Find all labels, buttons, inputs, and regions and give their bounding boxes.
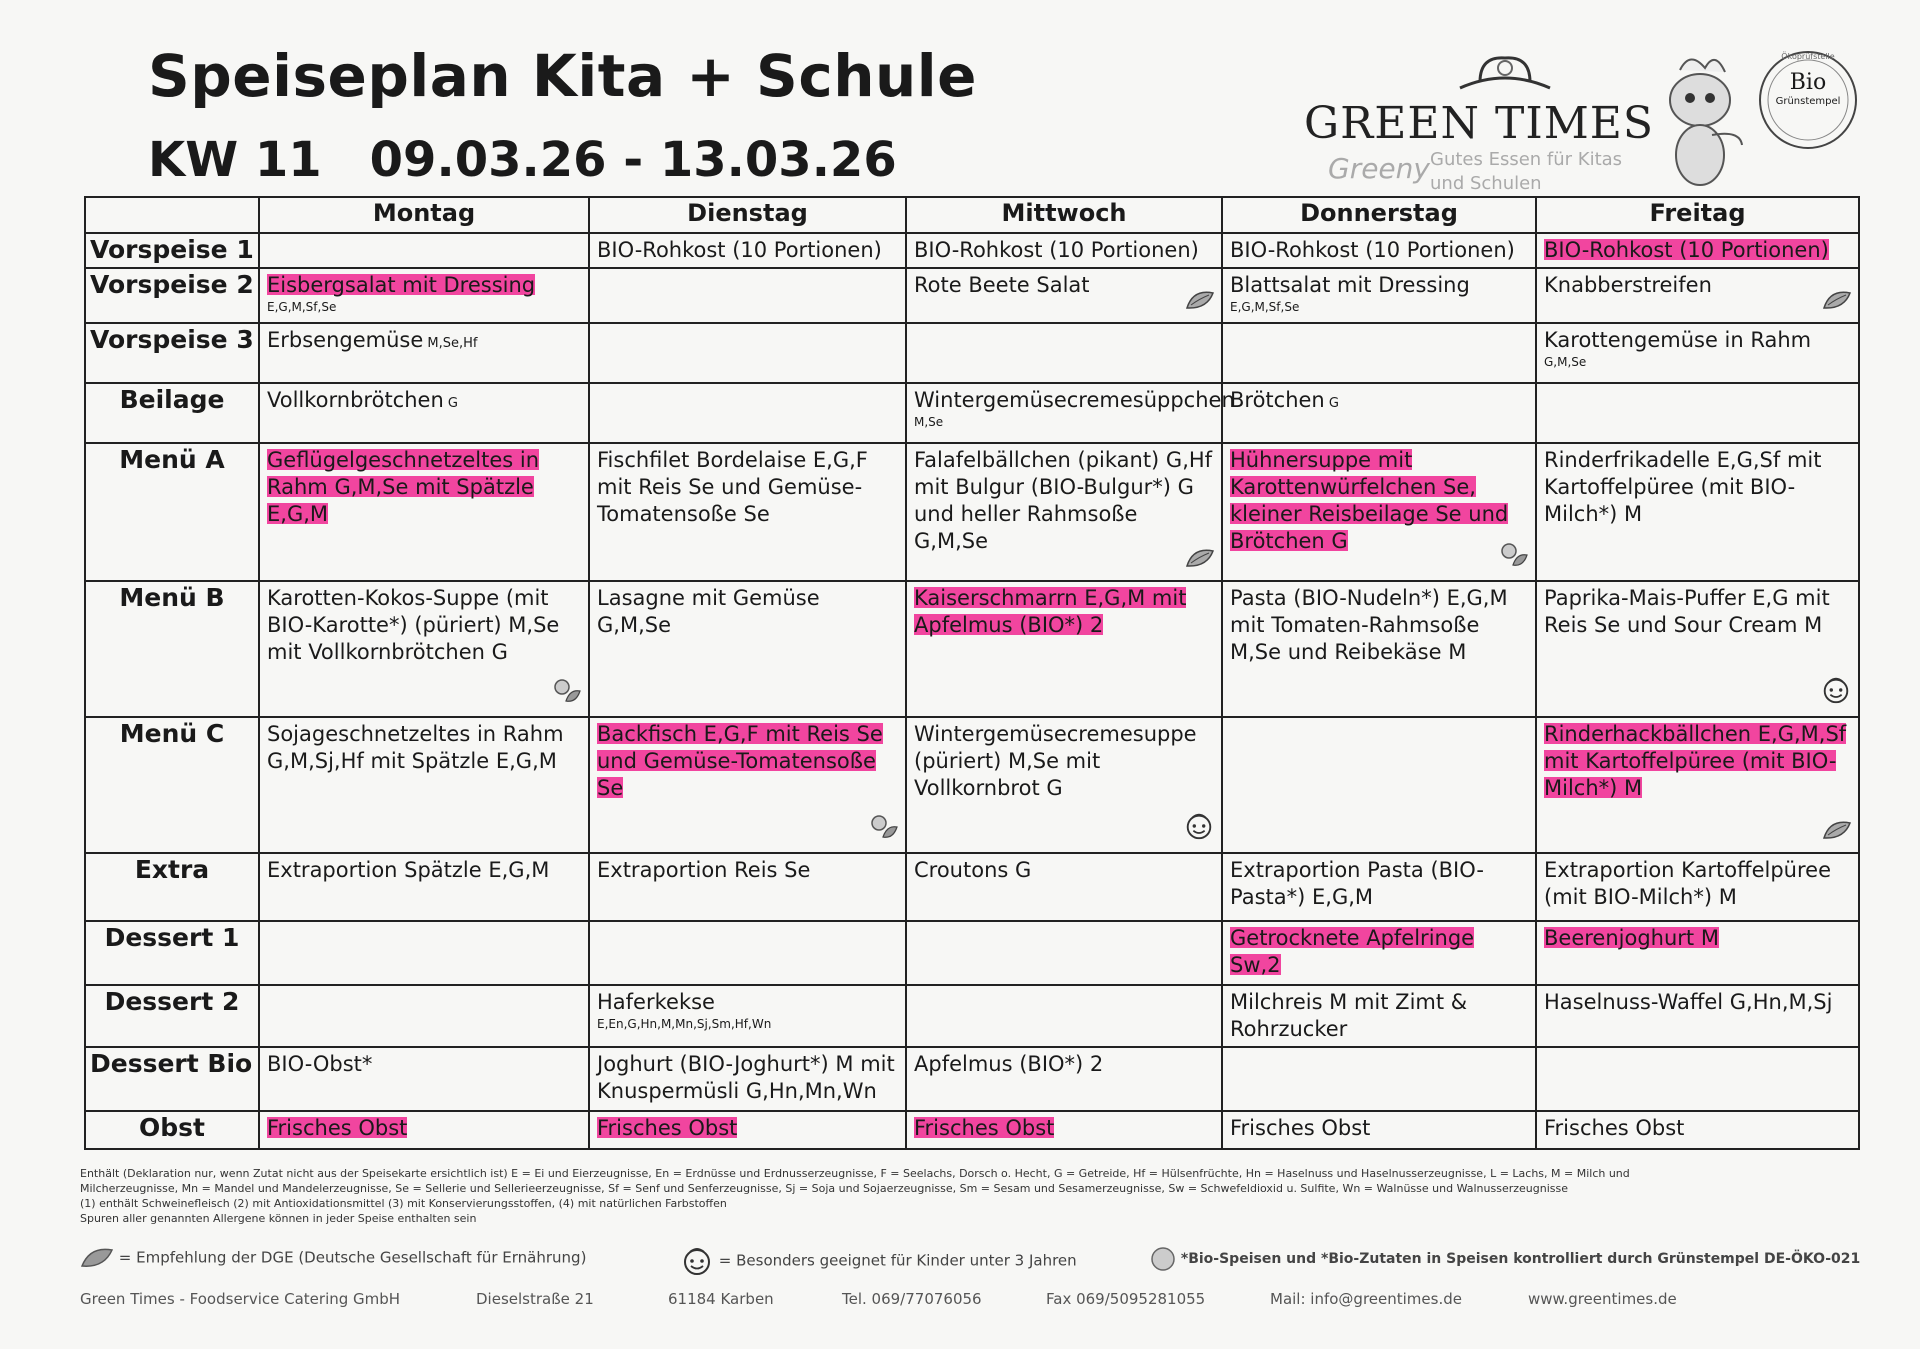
day-header: Mittwoch bbox=[906, 197, 1222, 233]
traces-note: Spuren aller genannten Allergene können in jeder Speise enthalten sein bbox=[80, 1212, 477, 1225]
row-label: Vorspeise 3 bbox=[85, 323, 259, 383]
page-title: Speiseplan Kita + Schule bbox=[148, 42, 978, 110]
menu-cell bbox=[589, 1111, 906, 1149]
menu-row bbox=[85, 853, 1859, 921]
allergen-codes: M,Se,Hf bbox=[427, 336, 478, 351]
menu-cell bbox=[1222, 443, 1536, 581]
menu-cell bbox=[906, 717, 1222, 853]
green-times-logo bbox=[1300, 40, 1860, 200]
menu-cell bbox=[259, 383, 589, 443]
menu-cell bbox=[589, 581, 906, 717]
menu-row bbox=[85, 581, 1859, 717]
dish-text: Paprika-Mais-Puffer E,G mit Reis Se und Sour Cream M bbox=[1544, 586, 1830, 637]
dish-text: Wintergemüsecremesüppchen bbox=[914, 388, 1235, 412]
dge-leaf-icon bbox=[1822, 819, 1852, 848]
menu-cell bbox=[906, 233, 1222, 268]
dish-text: BIO-Rohkost (10 Portionen) bbox=[597, 238, 882, 262]
dish-text: Frisches Obst bbox=[1230, 1116, 1371, 1140]
dish-text: Fischfilet Bordelaise E,G,F mit Reis Se und Gemüse-Tomatensoße Se bbox=[597, 448, 868, 526]
menu-cell bbox=[1222, 581, 1536, 717]
menu-cell bbox=[589, 717, 906, 853]
menu-cell bbox=[259, 581, 589, 717]
menu-cell bbox=[259, 853, 589, 921]
additives-legend: (1) enthält Schweinefleisch (2) mit Antioxidationsmittel (3) mit Konservierungsstoffen, (4) mit natürlichen Farbstoffen bbox=[80, 1197, 727, 1210]
toddler-face-icon bbox=[1820, 675, 1852, 712]
dish-text: Rote Beete Salat bbox=[914, 273, 1090, 297]
dish-text: Kaiserschmarrn E,G,M mit Apfelmus (BIO*) 2 bbox=[914, 586, 1187, 637]
dish-text: Frisches Obst bbox=[267, 1116, 408, 1140]
menu-cell bbox=[1222, 383, 1536, 443]
dish-text: Vollkornbrötchen bbox=[267, 388, 444, 412]
dish-text: Geflügelgeschnetzeltes in Rahm G,M,Se mit Spätzle E,G,M bbox=[267, 448, 540, 526]
toddler-face-icon bbox=[680, 1246, 714, 1276]
menu-cell bbox=[259, 717, 589, 853]
allergen-codes: G bbox=[1328, 396, 1339, 411]
dish-text: Blattsalat mit Dressing bbox=[1230, 273, 1470, 297]
allergen-legend-1: Enthält (Deklaration nur, wenn Zutat nicht aus der Speisekarte ersichtlich ist) E = Ei und Eierzeugnisse, En = Erdnüsse und Erdnusserzeugnisse, F = Seelachs, Dorsch o. Hecht, G = Getreide, Hf = Hülsenfrüchte, Hn = Haselnuss und Haselnusserzeugnisse, L = Lachs, M = Milch und bbox=[80, 1167, 1630, 1180]
dish-text: Hühnersuppe mit Karottenwürfelchen Se, kleiner Reisbeilage Se und Brötchen G bbox=[1230, 448, 1509, 553]
dish-text: BIO-Rohkost (10 Portionen) bbox=[914, 238, 1199, 262]
company-tel: Tel. 069/77076056 bbox=[842, 1290, 982, 1308]
dish-text: Frisches Obst bbox=[1544, 1116, 1685, 1140]
toddler-face-icon bbox=[1183, 811, 1215, 848]
row-label: Vorspeise 2 bbox=[85, 268, 259, 323]
menu-cell bbox=[589, 383, 906, 443]
allergen-codes: E,En,G,Hn,M,Mn,Sj,Sm,Hf,Wn bbox=[597, 1017, 772, 1031]
row-label: Beilage bbox=[85, 383, 259, 443]
menu-cell bbox=[259, 1047, 589, 1111]
menu-cell bbox=[1536, 443, 1859, 581]
menu-cell bbox=[906, 443, 1222, 581]
legend-bio-text: *Bio-Speisen und *Bio-Zutaten in Speisen kontrolliert durch Grünstempel DE-ÖKO-021 bbox=[1180, 1251, 1861, 1267]
bio-seal-ring: Ökoprüfstelle bbox=[1781, 52, 1835, 61]
bio-seal-icon bbox=[869, 813, 899, 848]
menu-cell bbox=[906, 921, 1222, 985]
chef-hat-icon bbox=[1450, 48, 1560, 98]
allergen-codes: G bbox=[447, 396, 458, 411]
allergen-codes: G,M,Se bbox=[1544, 355, 1587, 369]
menu-cell bbox=[906, 853, 1222, 921]
dish-text: BIO-Rohkost (10 Portionen) bbox=[1230, 238, 1515, 262]
menu-row bbox=[85, 233, 1859, 268]
menu-cell bbox=[1536, 581, 1859, 717]
menu-cell bbox=[1222, 853, 1536, 921]
menu-cell bbox=[1222, 323, 1536, 383]
dish-text: Extraportion Pasta (BIO-Pasta*) E,G,M bbox=[1230, 858, 1484, 909]
dge-leaf-icon bbox=[80, 1246, 114, 1270]
menu-cell bbox=[589, 323, 906, 383]
dge-leaf-icon bbox=[1822, 289, 1852, 318]
menu-cell bbox=[259, 268, 589, 323]
bio-seal bbox=[1756, 48, 1860, 152]
dge-leaf-icon bbox=[1185, 289, 1215, 318]
row-label: Dessert 2 bbox=[85, 985, 259, 1047]
allergen-codes: E,G,M,Sf,Se bbox=[1230, 300, 1300, 314]
bio-seal-icon bbox=[552, 677, 582, 712]
day-header: Freitag bbox=[1536, 197, 1859, 233]
dish-text: Rinderfrikadelle E,G,Sf mit Kartoffelpüree (mit BIO-Milch*) M bbox=[1544, 448, 1822, 526]
menu-row bbox=[85, 443, 1859, 581]
menu-cell bbox=[1536, 268, 1859, 323]
greeny-text: Greeny bbox=[1328, 152, 1430, 185]
dish-text: BIO-Rohkost (10 Portionen) bbox=[1544, 238, 1829, 262]
dish-text: Extraportion Reis Se bbox=[597, 858, 811, 882]
menu-cell bbox=[1222, 268, 1536, 323]
legend-toddler bbox=[680, 1246, 1077, 1276]
dish-text: Karottengemüse in Rahm bbox=[1544, 328, 1812, 352]
menu-row bbox=[85, 268, 1859, 323]
menu-row bbox=[85, 985, 1859, 1047]
menu-cell bbox=[906, 323, 1222, 383]
menu-cell bbox=[906, 581, 1222, 717]
dish-text: Pasta (BIO-Nudeln*) E,G,M mit Tomaten-Rahmsoße M,Se und Reibekäse M bbox=[1230, 586, 1508, 664]
menu-cell bbox=[1222, 985, 1536, 1047]
day-header: Donnerstag bbox=[1222, 197, 1536, 233]
menu-cell bbox=[1536, 853, 1859, 921]
menu-cell bbox=[906, 1047, 1222, 1111]
allergen-legend-2: Milcherzeugnisse, Mn = Mandel und Mandelerzeugnisse, Se = Sellerie und Sellerieerzeugnisse, Sf = Senf und Senferzeugnisse, Sj = Soja und Sojaerzeugnisse, Sm = Sesam und Sesamerzeugnisse, Sw = Schwefeldioxid u. Sulfite, Wn = Walnüsse und Walnusserzeugnisse bbox=[80, 1182, 1568, 1195]
menu-row bbox=[85, 1047, 1859, 1111]
legend-dge bbox=[80, 1246, 586, 1270]
menu-cell bbox=[1222, 717, 1536, 853]
legend-bio bbox=[1150, 1246, 1860, 1272]
menu-cell bbox=[259, 1111, 589, 1149]
dish-text: Milchreis M mit Zimt & Rohrzucker bbox=[1230, 990, 1468, 1041]
row-label: Extra bbox=[85, 853, 259, 921]
row-label: Obst bbox=[85, 1111, 259, 1149]
menu-row bbox=[85, 323, 1859, 383]
menu-table bbox=[84, 196, 1860, 1150]
dish-text: Beerenjoghurt M bbox=[1544, 926, 1719, 950]
bio-seal-text: Grünstempel bbox=[1775, 96, 1841, 107]
menu-cell bbox=[906, 268, 1222, 323]
day-header: Montag bbox=[259, 197, 589, 233]
menu-cell bbox=[259, 443, 589, 581]
dish-text: Falafelbällchen (pikant) G,Hf mit Bulgur (BIO-Bulgur*) G und heller Rahmsoße G,M,Se bbox=[914, 448, 1213, 553]
menu-cell bbox=[589, 853, 906, 921]
allergen-codes: E,G,M,Sf,Se bbox=[267, 300, 337, 314]
dish-text: Extraportion Spätzle E,G,M bbox=[267, 858, 550, 882]
menu-cell bbox=[1222, 1047, 1536, 1111]
corner-cell bbox=[85, 197, 259, 233]
bio-seal-top: Bio bbox=[1789, 70, 1827, 95]
menu-cell bbox=[1536, 921, 1859, 985]
dish-text: Wintergemüsecremesuppe (püriert) M,Se mit Vollkornbrot G bbox=[914, 722, 1197, 800]
row-label: Menü C bbox=[85, 717, 259, 853]
dish-text: Rinderhackbällchen E,G,M,Sf mit Kartoffelpüree (mit BIO-Milch*) M bbox=[1544, 722, 1847, 800]
row-label: Vorspeise 1 bbox=[85, 233, 259, 268]
slogan: Gutes Essen für Kitas und Schulen bbox=[1430, 149, 1623, 194]
menu-row bbox=[85, 717, 1859, 853]
dish-text: Brötchen bbox=[1230, 388, 1325, 412]
row-label: Dessert Bio bbox=[85, 1047, 259, 1111]
dish-text: Backfisch E,G,F mit Reis Se und Gemüse-Tomatensoße Se bbox=[597, 722, 883, 800]
brand-name: GREEN TIMES bbox=[1304, 98, 1655, 149]
dish-text: Getrocknete Apfelringe Sw,2 bbox=[1230, 926, 1475, 977]
menu-cell bbox=[1536, 717, 1859, 853]
dish-text: Croutons G bbox=[914, 858, 1032, 882]
company-street: Dieselstraße 21 bbox=[476, 1290, 594, 1308]
company-web: www.greentimes.de bbox=[1528, 1290, 1677, 1308]
menu-cell bbox=[906, 1111, 1222, 1149]
week-number: KW 11 bbox=[148, 132, 322, 188]
dish-text: Eisbergsalat mit Dressing bbox=[267, 273, 536, 297]
bio-seal-icon bbox=[1499, 541, 1529, 576]
menu-cell bbox=[906, 383, 1235, 443]
menu-row bbox=[85, 1111, 1859, 1149]
menu-cell bbox=[259, 985, 589, 1047]
menu-cell bbox=[259, 233, 589, 268]
footer-notes bbox=[80, 1166, 1880, 1226]
dish-text: Karotten-Kokos-Suppe (mit BIO-Karotte*) (püriert) M,Se mit Vollkornbrötchen G bbox=[267, 586, 560, 664]
menu-cell bbox=[589, 268, 906, 323]
dish-text: Knabberstreifen bbox=[1544, 273, 1712, 297]
row-label: Dessert 1 bbox=[85, 921, 259, 985]
dish-text: Extraportion Kartoffelpüree (mit BIO-Milch*) M bbox=[1544, 858, 1832, 909]
row-label: Menü A bbox=[85, 443, 259, 581]
menu-cell bbox=[1222, 233, 1536, 268]
dish-text: BIO-Obst* bbox=[267, 1052, 373, 1076]
menu-cell bbox=[1536, 383, 1859, 443]
menu-cell bbox=[1536, 1111, 1859, 1149]
legend-toddler-text: = Besonders geeignet für Kinder unter 3 Jahren bbox=[718, 1251, 1077, 1270]
menu-cell bbox=[589, 921, 906, 985]
dish-text: Sojageschnetzeltes in Rahm G,M,Sj,Hf mit Spätzle E,G,M bbox=[267, 722, 564, 773]
menu-row bbox=[85, 383, 1859, 443]
menu-cell bbox=[589, 1047, 906, 1111]
menu-cell bbox=[906, 985, 1222, 1047]
dragon-mascot-icon bbox=[1650, 50, 1750, 200]
menu-cell bbox=[1536, 985, 1859, 1047]
dish-text: Haferkekse bbox=[597, 990, 715, 1014]
date-range: 09.03.26 - 13.03.26 bbox=[369, 132, 897, 188]
week-range bbox=[148, 132, 897, 188]
dge-leaf-icon bbox=[1185, 547, 1215, 576]
day-header: Dienstag bbox=[589, 197, 906, 233]
menu-cell bbox=[1536, 323, 1859, 383]
legend-dge-text: = Empfehlung der DGE (Deutsche Gesellschaft für Ernährung) bbox=[118, 1248, 587, 1267]
menu-cell bbox=[1536, 233, 1859, 268]
allergen-codes: M,Se bbox=[914, 415, 944, 429]
company-name: Green Times - Foodservice Catering GmbH bbox=[80, 1290, 401, 1308]
company-fax: Fax 069/5095281055 bbox=[1046, 1290, 1206, 1308]
menu-cell bbox=[589, 985, 906, 1047]
menu-cell bbox=[259, 323, 589, 383]
menu-row bbox=[85, 921, 1859, 985]
dish-text: Lasagne mit Gemüse G,M,Se bbox=[597, 586, 820, 637]
day-header-row bbox=[85, 197, 1859, 233]
bio-seal-icon bbox=[1150, 1246, 1176, 1272]
dish-text: Apfelmus (BIO*) 2 bbox=[914, 1052, 1104, 1076]
dish-text: Frisches Obst bbox=[914, 1116, 1055, 1140]
dish-text: Joghurt (BIO-Joghurt*) M mit Knuspermüsli G,Hn,Mn,Wn bbox=[597, 1052, 895, 1103]
dish-text: Haselnuss-Waffel G,Hn,M,Sj bbox=[1544, 990, 1833, 1014]
menu-cell bbox=[1222, 1111, 1536, 1149]
menu-cell bbox=[1222, 921, 1536, 985]
dish-text: Frisches Obst bbox=[597, 1116, 738, 1140]
company-city: 61184 Karben bbox=[668, 1290, 774, 1308]
dish-text: Erbsengemüse bbox=[267, 328, 424, 352]
row-label: Menü B bbox=[85, 581, 259, 717]
menu-cell bbox=[1536, 1047, 1859, 1111]
menu-cell bbox=[589, 233, 906, 268]
company-mail: Mail: info@greentimes.de bbox=[1270, 1290, 1462, 1308]
menu-cell bbox=[259, 921, 589, 985]
menu-cell bbox=[589, 443, 906, 581]
